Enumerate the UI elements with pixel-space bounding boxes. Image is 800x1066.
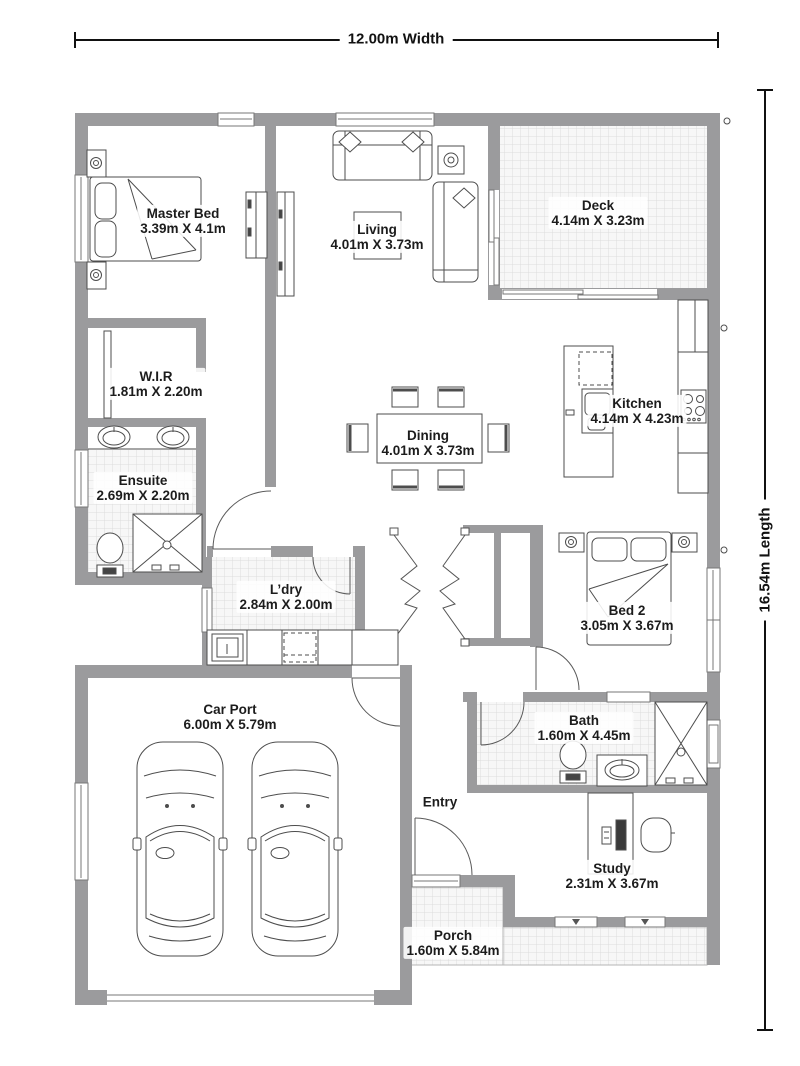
room-label-dining	[378, 427, 477, 459]
laundry-fixtures	[207, 630, 398, 665]
room-name: Entry	[422, 794, 458, 810]
room-size: 3.05m X 3.67m	[580, 618, 674, 633]
room-name: Deck	[581, 197, 615, 213]
room-label-study	[562, 860, 661, 892]
room-size: 1.60m X 4.45m	[537, 728, 631, 743]
room-label-bath	[534, 712, 633, 744]
room-name: Bed 2	[608, 602, 646, 618]
room-label-porch	[403, 927, 502, 959]
stacker-doors	[390, 528, 469, 646]
room-size: 2.31m X 3.67m	[565, 876, 659, 891]
length-dimension-label: 16.54m Length	[757, 499, 774, 620]
room-name: Porch	[433, 927, 473, 943]
room-size: 4.01m X 3.73m	[381, 443, 475, 458]
room-name: Dining	[406, 427, 449, 443]
room-name: L’dry	[269, 581, 303, 597]
room-label-ldry	[236, 581, 335, 613]
room-label-bed2	[577, 602, 676, 634]
room-label-ensuite	[93, 472, 192, 504]
room-name: Car Port	[203, 701, 257, 717]
room-label-master-bed	[137, 205, 229, 237]
room-name: Bath	[568, 712, 599, 728]
room-label-entry	[420, 793, 461, 810]
living-furniture	[333, 131, 478, 282]
room-name: W.I.R	[139, 368, 173, 384]
room-label-kitchen	[587, 395, 686, 427]
room-size: 4.14m X 4.23m	[590, 411, 684, 426]
room-size: 2.84m X 2.00m	[239, 597, 333, 612]
room-size: 2.69m X 2.20m	[96, 488, 190, 503]
room-size: 6.00m X 5.79m	[183, 717, 277, 732]
room-size: 1.81m X 2.20m	[109, 384, 203, 399]
room-size: 3.39m X 4.1m	[140, 221, 226, 236]
room-label-wir	[106, 368, 205, 400]
room-name: Living	[357, 221, 397, 237]
room-label-carport	[180, 701, 279, 733]
room-name: Kitchen	[612, 395, 662, 411]
room-size: 4.14m X 3.23m	[551, 213, 645, 228]
room-label-living	[327, 221, 426, 253]
room-size: 4.01m X 3.73m	[330, 237, 424, 252]
room-size: 1.60m X 5.84m	[406, 943, 500, 958]
room-name: Ensuite	[118, 472, 168, 488]
width-dimension-label: 12.00m Width	[340, 31, 453, 48]
room-label-deck	[548, 197, 647, 229]
room-name: Master Bed	[146, 205, 220, 221]
room-name: Study	[593, 860, 631, 876]
